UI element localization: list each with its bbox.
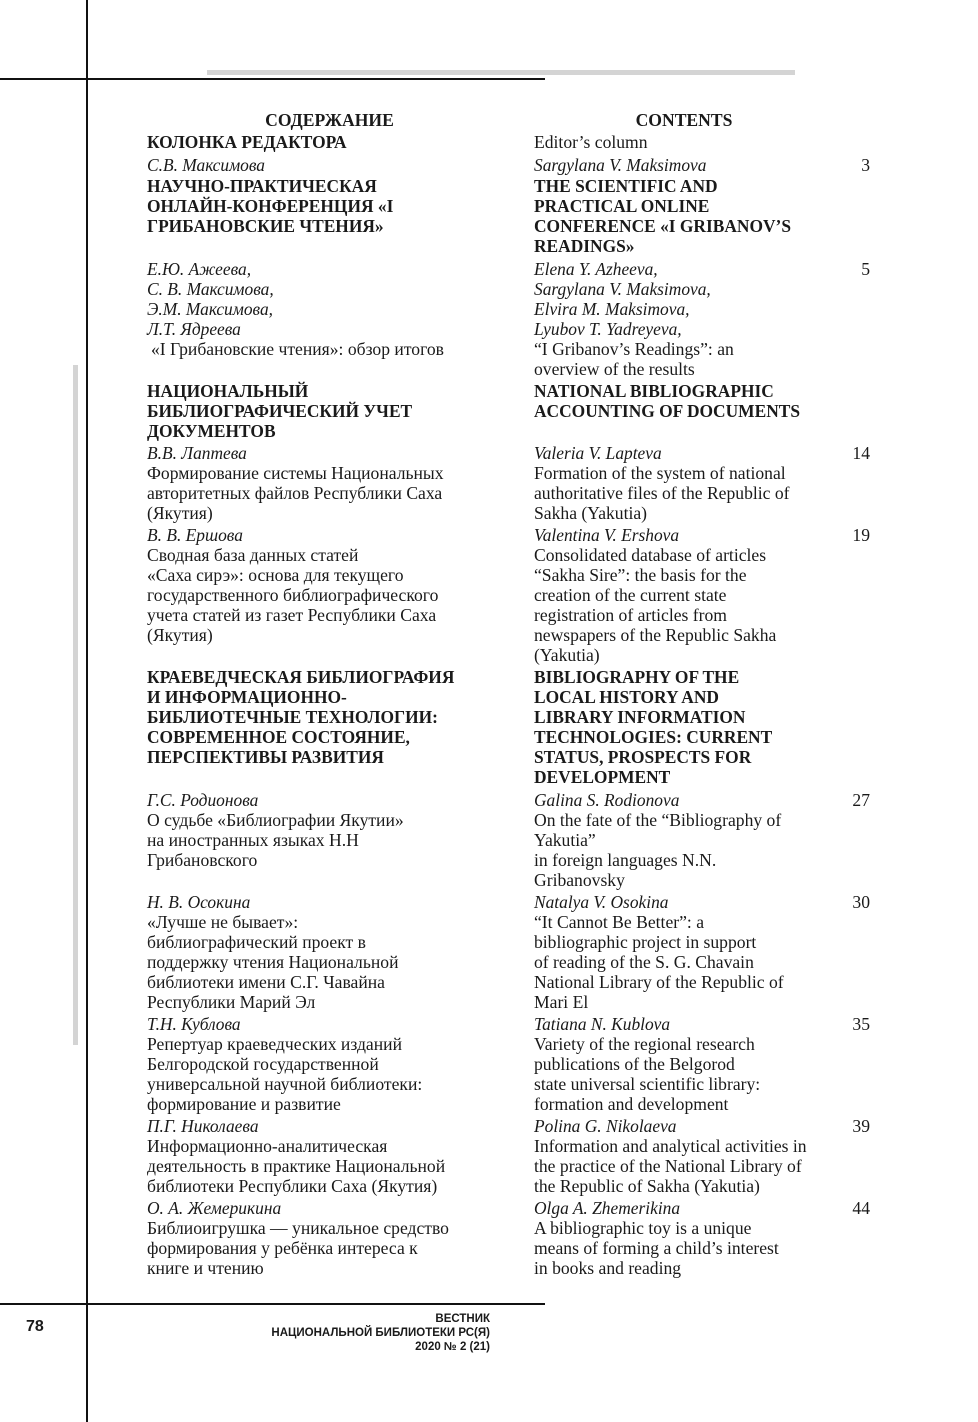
contents-heading-en: CONTENTS — [635, 110, 733, 130]
section-editor-en: Editor’s column — [534, 132, 648, 152]
title-line: Республики Марий Эл — [147, 992, 316, 1012]
article-title-ru — [147, 545, 512, 645]
title-line: in foreign languages N.N. — [534, 850, 717, 870]
title-line: Formation of the system of national — [534, 463, 786, 483]
section-national-en — [534, 381, 854, 421]
author-en: Elena Y. Azheeva, — [534, 259, 658, 279]
title-line: authoritative files of the Republic of — [534, 483, 790, 503]
title-line: Sakha (Yakutia) — [534, 503, 648, 523]
section-line: CONFERENCE «I GRIBANOV’S — [534, 216, 792, 236]
section-line: КРАЕВЕДЧЕСКАЯ БИБЛИОГРАФИЯ — [147, 667, 455, 687]
section-editor-ru: КОЛОНКА РЕДАКТОРА — [147, 132, 347, 152]
title-line: state universal scientific library: — [534, 1074, 761, 1094]
left-border-line — [86, 0, 88, 1422]
author-ru: Г.С. Родионова — [147, 790, 259, 810]
title-line: формирования у ребёнка интереса к — [147, 1238, 418, 1258]
title-line: “I Gribanov’s Readings”: an — [534, 339, 734, 359]
title-line: государственного библиографического — [147, 585, 439, 605]
page-number: 5 — [861, 259, 870, 279]
author-ru: Э.М. Максимова, — [147, 299, 274, 319]
page-number: 35 — [852, 1014, 870, 1034]
section-local-en — [534, 667, 834, 787]
article-title-en — [534, 810, 834, 890]
section-line: СОВРЕМЕННОЕ СОСТОЯНИЕ, — [147, 727, 410, 747]
title-line: Mari El — [534, 992, 589, 1012]
article-title-en — [534, 912, 834, 1012]
page-number: 30 — [852, 892, 870, 912]
author-ru: Т.Н. Кублова — [147, 1014, 241, 1034]
title-line: Белгородской государственной — [147, 1054, 379, 1074]
top-grey-bar — [207, 70, 795, 75]
author-ru: С.В. Максимова — [147, 155, 266, 175]
title-line: A bibliographic toy is a unique — [534, 1218, 752, 1238]
authors-en — [534, 259, 834, 339]
title-line: overview of the results — [534, 359, 695, 379]
article-title-ru — [147, 463, 512, 523]
title-line: Информационно-аналитическая — [147, 1136, 388, 1156]
author-en: Sargylana V. Maksimova, — [534, 279, 711, 299]
section-line: READINGS» — [534, 236, 635, 256]
contents-heading-ru: СОДЕРЖАНИЕ — [265, 110, 394, 130]
journal-line: НАЦИОНАЛЬНОЙ БИБЛИОТЕКИ РС(Я) — [271, 1327, 490, 1339]
author-ru: В. В. Ершова — [147, 525, 243, 545]
journal-line: ВЕСТНИК — [435, 1313, 490, 1325]
section-line: ОНЛАЙН-КОНФЕРЕНЦИЯ «I — [147, 196, 394, 216]
article-title-en — [534, 545, 834, 665]
author-ru: Е.Ю. Ажеева, — [147, 259, 252, 279]
title-line: формирование и развитие — [147, 1094, 341, 1114]
title-line: библиотеки имени С.Г. Чавайна — [147, 972, 385, 992]
page-number: 44 — [852, 1198, 870, 1218]
section-line: БИБЛИОГРАФИЧЕСКИЙ УЧЕТ — [147, 401, 413, 421]
title-line: “Sakha Sire”: the basis for the — [534, 565, 747, 585]
page-number: 3 — [861, 155, 870, 175]
article-title-ru — [147, 1034, 512, 1114]
section-line: LOCAL HISTORY AND — [534, 687, 719, 707]
title-line: «Саха сирэ»: основа для текущего — [147, 565, 404, 585]
section-line: BIBLIOGRAPHY OF THE — [534, 667, 740, 687]
title-line: Грибановского — [147, 850, 258, 870]
title-line: Формирование системы Национальных — [147, 463, 444, 483]
author-en: Valentina V. Ershova — [534, 525, 680, 545]
title-line: On the fate of the “Bibliography of — [534, 810, 782, 830]
title-line: Information and analytical activities in — [534, 1136, 807, 1156]
title-line: in books and reading — [534, 1258, 682, 1278]
section-line: НАУЧНО-ПРАКТИЧЕСКАЯ — [147, 176, 377, 196]
author-en: Natalya V. Osokina — [534, 892, 669, 912]
title-line: means of forming a child’s interest — [534, 1238, 779, 1258]
title-line: авторитетных файлов Республики Саха — [147, 483, 443, 503]
page-number: 14 — [852, 443, 870, 463]
title-line: (Якутия) — [147, 625, 213, 645]
section-conference-en — [534, 176, 834, 256]
article-title-en — [534, 339, 834, 379]
title-line: библиотеки Республики Саха (Якутия) — [147, 1176, 438, 1196]
title-line: Сводная база данных статей — [147, 545, 359, 565]
article-title-en — [534, 1136, 834, 1196]
section-national-ru — [147, 381, 512, 441]
title-line: учета статей из газет Республики Саха — [147, 605, 437, 625]
title-line: Репертуар краеведческих изданий — [147, 1034, 402, 1054]
article-title-ru — [147, 1136, 512, 1196]
footer-journal-title — [160, 1312, 490, 1354]
author-en: Polina G. Nikolaeva — [534, 1116, 677, 1136]
author-ru: Л.Т. Ядреева — [147, 319, 241, 339]
section-line: ACCOUNTING OF DOCUMENTS — [534, 401, 801, 421]
title-line: Библиоигрушка — уникальное средство — [147, 1218, 449, 1238]
section-line: NATIONAL BIBLIOGRAPHIC — [534, 381, 774, 401]
title-line: registration of articles from — [534, 605, 727, 625]
article-title-ru — [151, 339, 516, 359]
title-line: bibliographic project in support — [534, 932, 757, 952]
article-title-ru — [147, 1218, 512, 1278]
author-en: Galina S. Rodionova — [534, 790, 680, 810]
author-en: Valeria V. Lapteva — [534, 443, 662, 463]
section-line: ДОКУМЕНТОВ — [147, 421, 276, 441]
author-en: Elvira M. Maksimova, — [534, 299, 690, 319]
section-line: DEVELOPMENT — [534, 767, 671, 787]
journal-line: 2020 № 2 (21) — [415, 1341, 490, 1353]
title-line: универсальной научной библиотеки: — [147, 1074, 423, 1094]
section-line: ПЕРСПЕКТИВЫ РАЗВИТИЯ — [147, 747, 384, 767]
title-line: National Library of the Republic of — [534, 972, 784, 992]
article-title-en — [534, 1034, 834, 1114]
title-line: Gribanovsky — [534, 870, 625, 890]
title-line: библиографический проект в — [147, 932, 366, 952]
title-line: деятельность в практике Национальной — [147, 1156, 446, 1176]
title-line: «I Грибановские чтения»: обзор итогов — [151, 339, 444, 359]
section-local-ru — [147, 667, 512, 767]
title-line: the Republic of Sakha (Yakutia) — [534, 1176, 760, 1196]
author-en: Lyubov T. Yadreyeva, — [534, 319, 682, 339]
footer-page-number: 78 — [26, 1318, 44, 1335]
author-ru: О. А. Жемерикина — [147, 1198, 282, 1218]
authors-ru — [147, 259, 512, 339]
left-grey-bar — [73, 365, 78, 1045]
author-ru: В.В. Лаптева — [147, 443, 247, 463]
page-number: 19 — [852, 525, 870, 545]
title-line: книге и чтению — [147, 1258, 264, 1278]
title-line: “It Cannot Be Better”: a — [534, 912, 705, 932]
title-line: (Якутия) — [147, 503, 213, 523]
title-line: Yakutia” — [534, 830, 596, 850]
title-line: О судьбе «Библиографии Якутии» — [147, 810, 404, 830]
section-line: TECHNOLOGIES: CURRENT — [534, 727, 773, 747]
section-conference-ru — [147, 176, 512, 236]
title-line: publications of the Belgorod — [534, 1054, 735, 1074]
title-line: newspapers of the Republic Sakha — [534, 625, 777, 645]
section-line: И ИНФОРМАЦИОННО- — [147, 687, 347, 707]
article-title-ru — [147, 912, 512, 1012]
article-title-en — [534, 1218, 834, 1278]
title-line: formation and development — [534, 1094, 729, 1114]
author-ru: П.Г. Николаева — [147, 1116, 259, 1136]
section-line: THE SCIENTIFIC AND — [534, 176, 718, 196]
bottom-border-line — [0, 1303, 545, 1305]
section-line: НАЦИОНАЛЬНЫЙ — [147, 381, 309, 401]
title-line: (Yakutia) — [534, 645, 600, 665]
section-line: БИБЛИОТЕЧНЫЕ ТЕХНОЛОГИИ: — [147, 707, 438, 727]
title-line: of reading of the S. G. Chavain — [534, 952, 754, 972]
title-line: поддержку чтения Национальной — [147, 952, 399, 972]
author-en: Tatiana N. Kublova — [534, 1014, 671, 1034]
section-line: PRACTICAL ONLINE — [534, 196, 710, 216]
section-line: ГРИБАНОВСКИЕ ЧТЕНИЯ» — [147, 216, 384, 236]
section-line: LIBRARY INFORMATION — [534, 707, 746, 727]
author-en: Sargylana V. Maksimova — [534, 155, 707, 175]
author-ru: С. В. Максимова, — [147, 279, 274, 299]
top-border-line — [0, 78, 545, 80]
title-line: «Лучше не бывает»: — [147, 912, 299, 932]
article-title-ru — [147, 810, 512, 870]
title-line: на иностранных языках Н.Н — [147, 830, 359, 850]
title-line: Variety of the regional research — [534, 1034, 755, 1054]
author-en: Olga A. Zhemerikina — [534, 1198, 681, 1218]
section-line: STATUS, PROSPECTS FOR — [534, 747, 752, 767]
title-line: creation of the current state — [534, 585, 727, 605]
title-line: the practice of the National Library of — [534, 1156, 802, 1176]
article-title-en — [534, 463, 834, 523]
page-number: 27 — [852, 790, 870, 810]
author-ru: Н. В. Осокина — [147, 892, 251, 912]
title-line: Consolidated database of articles — [534, 545, 767, 565]
page-number: 39 — [852, 1116, 870, 1136]
